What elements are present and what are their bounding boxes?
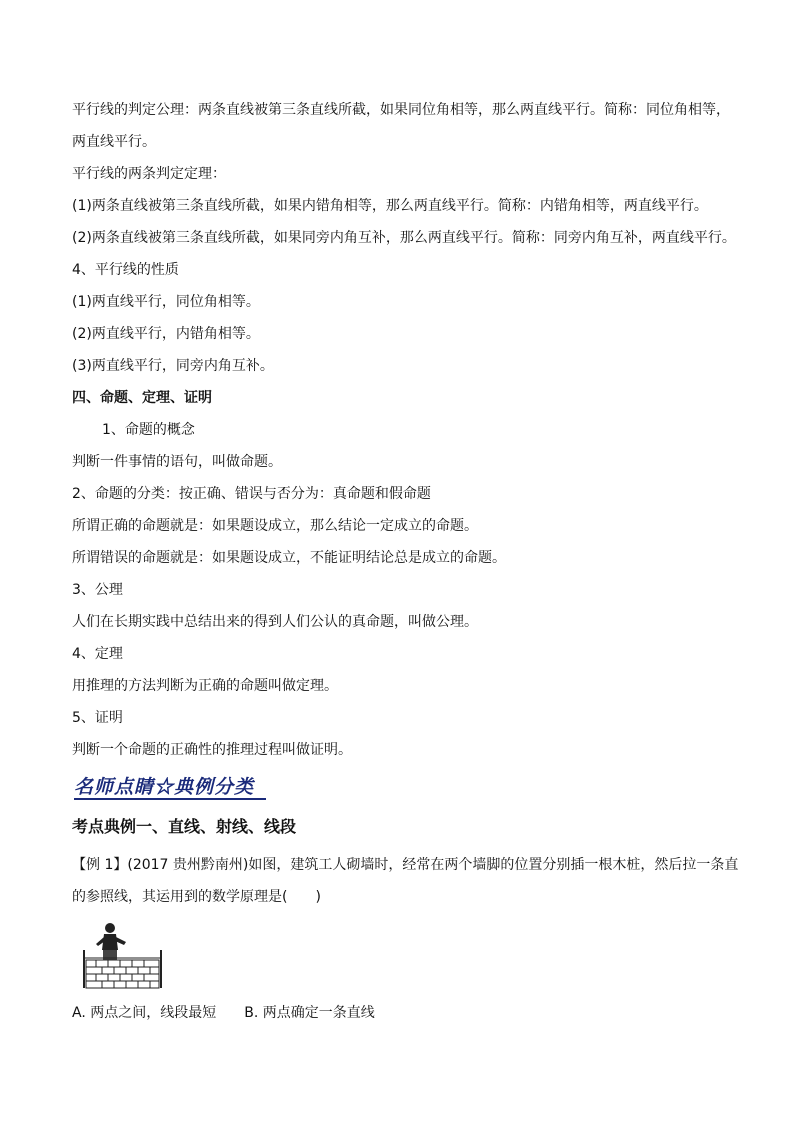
section-banner [74, 772, 266, 800]
topic-heading: 考点典例一、直线、射线、线段 [72, 817, 297, 836]
text-line: 4、定理 [72, 646, 123, 662]
answer-options: A. 两点之间，线段最短 B. 两点确定一条直线 [72, 1005, 375, 1021]
text-line: 判断一件事情的语句，叫做命题。 [72, 454, 282, 470]
text-line: 4、平行线的性质 [72, 262, 179, 278]
banner-text: 名师点睛☆典例分类 [74, 776, 255, 798]
text-line: 所谓正确的命题就是：如果题设成立，那么结论一定成立的命题。 [72, 518, 478, 534]
text-line: (2)两条直线被第三条直线所截，如果同旁内角互补，那么两直线平行。简称：同旁内角互补，两直线平行。 [72, 230, 736, 246]
text-line: 平行线的判定公理：两条直线被第三条直线所截，如果同位角相等，那么两直线平行。简称：同位角相等， [72, 102, 730, 118]
text-line: 1、命题的概念 [102, 422, 195, 438]
text-line: (3)两直线平行，同旁内角互补。 [72, 358, 274, 374]
text-line: 5、证明 [72, 710, 123, 726]
text-line: 人们在长期实践中总结出来的得到人们公认的真命题，叫做公理。 [72, 614, 478, 630]
bricklayer-illustration [80, 920, 166, 992]
text-line: 两直线平行。 [72, 134, 156, 150]
text-line: 用推理的方法判断为正确的命题叫做定理。 [72, 678, 338, 694]
section-heading: 四、命题、定理、证明 [72, 390, 212, 406]
text-line: 平行线的两条判定定理： [72, 166, 226, 182]
text-line: (1)两条直线被第三条直线所截，如果内错角相等，那么两直线平行。简称：内错角相等，两直线平行。 [72, 198, 708, 214]
example-text: 的参照线，其运用到的数学原理是( ) [72, 889, 321, 905]
text-line: 2、命题的分类：按正确、错误与否分为：真命题和假命题 [72, 486, 431, 502]
text-line: 所谓错误的命题就是：如果题设成立，不能证明结论总是成立的命题。 [72, 550, 506, 566]
text-line: (1)两直线平行，同位角相等。 [72, 294, 260, 310]
text-line: 判断一个命题的正确性的推理过程叫做证明。 [72, 742, 352, 758]
example-text: 【例 1】(2017 贵州黔南州)如图，建筑工人砌墙时，经常在两个墙脚的位置分别插一根木桩，然后拉一条直 [72, 857, 739, 873]
text-line: (2)两直线平行，内错角相等。 [72, 326, 260, 342]
text-line: 3、公理 [72, 582, 123, 598]
